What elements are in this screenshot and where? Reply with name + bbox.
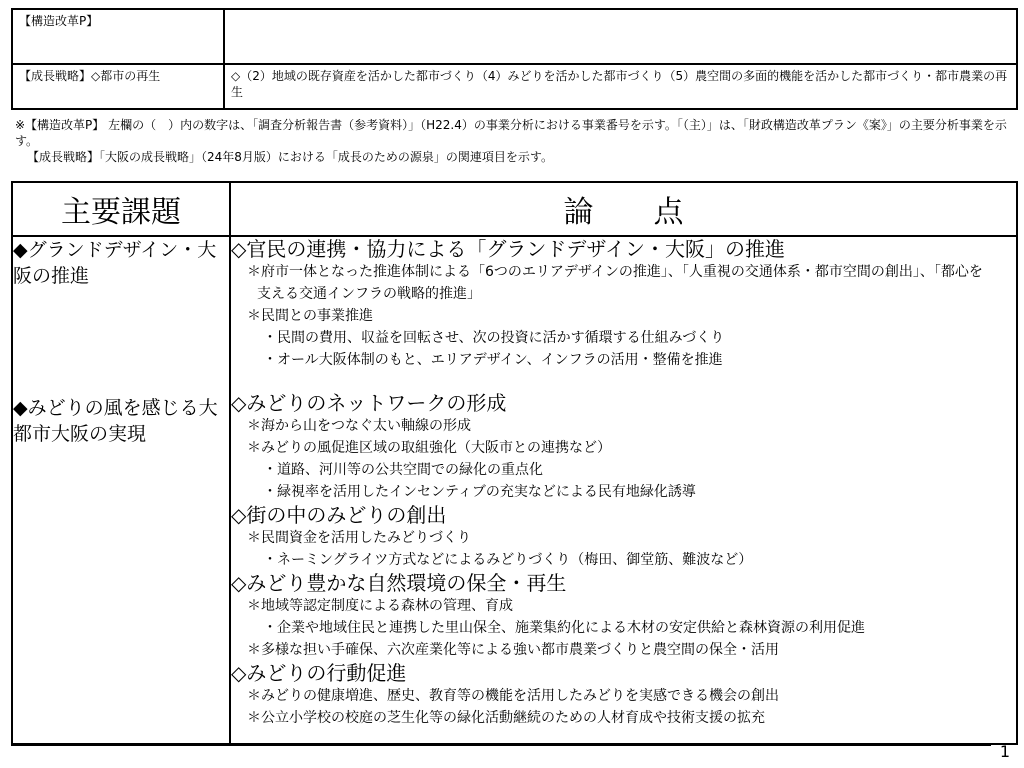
page-number: 1 <box>999 742 1010 761</box>
point-star-text: ＊府市一体となった推進体制による「6つのエリアデザインの推進」、「人重視の交通体系・都市空間の創出」、「都心を支える交通インフラの戦略的推進」 <box>247 264 983 302</box>
point-group-title: ◇みどり豊かな自然環境の保全・再生 <box>231 571 567 595</box>
point-star-item <box>231 261 1016 305</box>
footer-rule <box>11 744 991 746</box>
info-content-growth-strategy: ◇（2）地域の既存資産を活かした都市づくり（4）みどりを活かした都市づくり（5）農空間の多面的機能を活かした都市づくり・都市農業の再生 <box>224 64 1017 109</box>
issues-header-row <box>12 182 1017 236</box>
point-star-item <box>231 595 1016 617</box>
issues-column <box>12 236 230 744</box>
issues-table <box>11 181 1018 745</box>
info-row-structural-reform <box>12 9 1017 64</box>
info-row-growth-strategy <box>12 64 1017 109</box>
info-table <box>11 8 1018 110</box>
point-group-title: ◇街の中のみどりの創出 <box>231 503 447 527</box>
issue-grand-design: ◆グランドデザイン・大阪の推進 <box>13 239 217 287</box>
point-star-item <box>231 639 1016 661</box>
point-star-item <box>231 527 1016 549</box>
points-column <box>230 236 1017 744</box>
point-star-item <box>231 415 1016 437</box>
issue-green-city: ◆みどりの風を感じる大都市大阪の実現 <box>13 397 218 445</box>
issues-body-row <box>12 236 1017 744</box>
point-star-item <box>231 685 1016 707</box>
point-star-item <box>231 707 1016 729</box>
info-label-structural-reform: 【構造改革P】 <box>12 9 224 64</box>
point-dot-item: ・道路、河川等の公共空間での緑化の重点化 <box>263 462 543 478</box>
point-group-title: ◇官民の連携・協力による「グランドデザイン・大阪」の推進 <box>231 237 785 261</box>
note-line-2: 【成長戦略】「大阪の成長戦略」（24年8月版）における「成長のための源泉」の関連項目を示す。 <box>27 150 553 164</box>
point-star-item <box>231 305 1016 327</box>
header-points: 論 点 <box>230 182 1017 236</box>
info-label-growth-strategy: 【成長戦略】◇都市の再生 <box>12 64 224 109</box>
point-group-title: ◇みどりのネットワークの形成 <box>231 391 507 415</box>
point-star-text: ＊公立小学校の校庭の芝生化等の緑化活動継続のための人材育成や技術支援の拡充 <box>247 710 765 726</box>
point-star-text: ＊多様な担い手確保、六次産業化等による強い都市農業づくりと農空間の保全・活用 <box>247 642 779 658</box>
point-dot-item: ・オール大阪体制のもと、エリアデザイン、インフラの活用・整備を推進 <box>263 352 723 368</box>
point-dot-item: ・民間の費用、収益を回転させ、次の投資に活かす循環する仕組みづくり <box>263 330 725 346</box>
header-main-issues: 主要課題 <box>12 182 230 236</box>
info-content-structural-reform <box>224 9 1017 64</box>
point-star-text: ＊地域等認定制度による森林の管理、育成 <box>247 598 513 614</box>
point-group-title: ◇みどりの行動促進 <box>231 661 407 685</box>
point-star-text: ＊みどりの風促進区域の取組強化（大阪市との連携など） <box>247 440 611 456</box>
notes <box>15 117 1015 165</box>
point-star-text: ＊みどりの健康増進、歴史、教育等の機能を活用したみどりを実感できる機会の創出 <box>247 688 779 704</box>
point-star-text: ＊海から山をつなぐ太い軸線の形成 <box>247 418 471 434</box>
point-star-item <box>231 437 1016 459</box>
point-dot-item: ・企業や地域住民と連携した里山保全、施業集約化による木材の安定供給と森林資源の利用促進 <box>263 620 865 636</box>
point-dot-item: ・緑視率を活用したインセンティブの充実などによる民有地緑化誘導 <box>263 484 696 500</box>
point-star-text: ＊民間との事業推進 <box>247 308 373 324</box>
note-line-1: ※【構造改革P】 左欄の（ ）内の数字は、「調査分析報告書（参考資料）」（H22.4）の事業分析における事業番号を示す。「（主）」は、「財政構造改革プラン《案》」の主要分析事業を示す。 <box>15 118 1007 148</box>
point-star-text: ＊民間資金を活用したみどりづくり <box>247 530 471 546</box>
point-dot-item: ・ネーミングライツ方式などによるみどりづくり（梅田、御堂筋、難波など） <box>263 552 753 568</box>
